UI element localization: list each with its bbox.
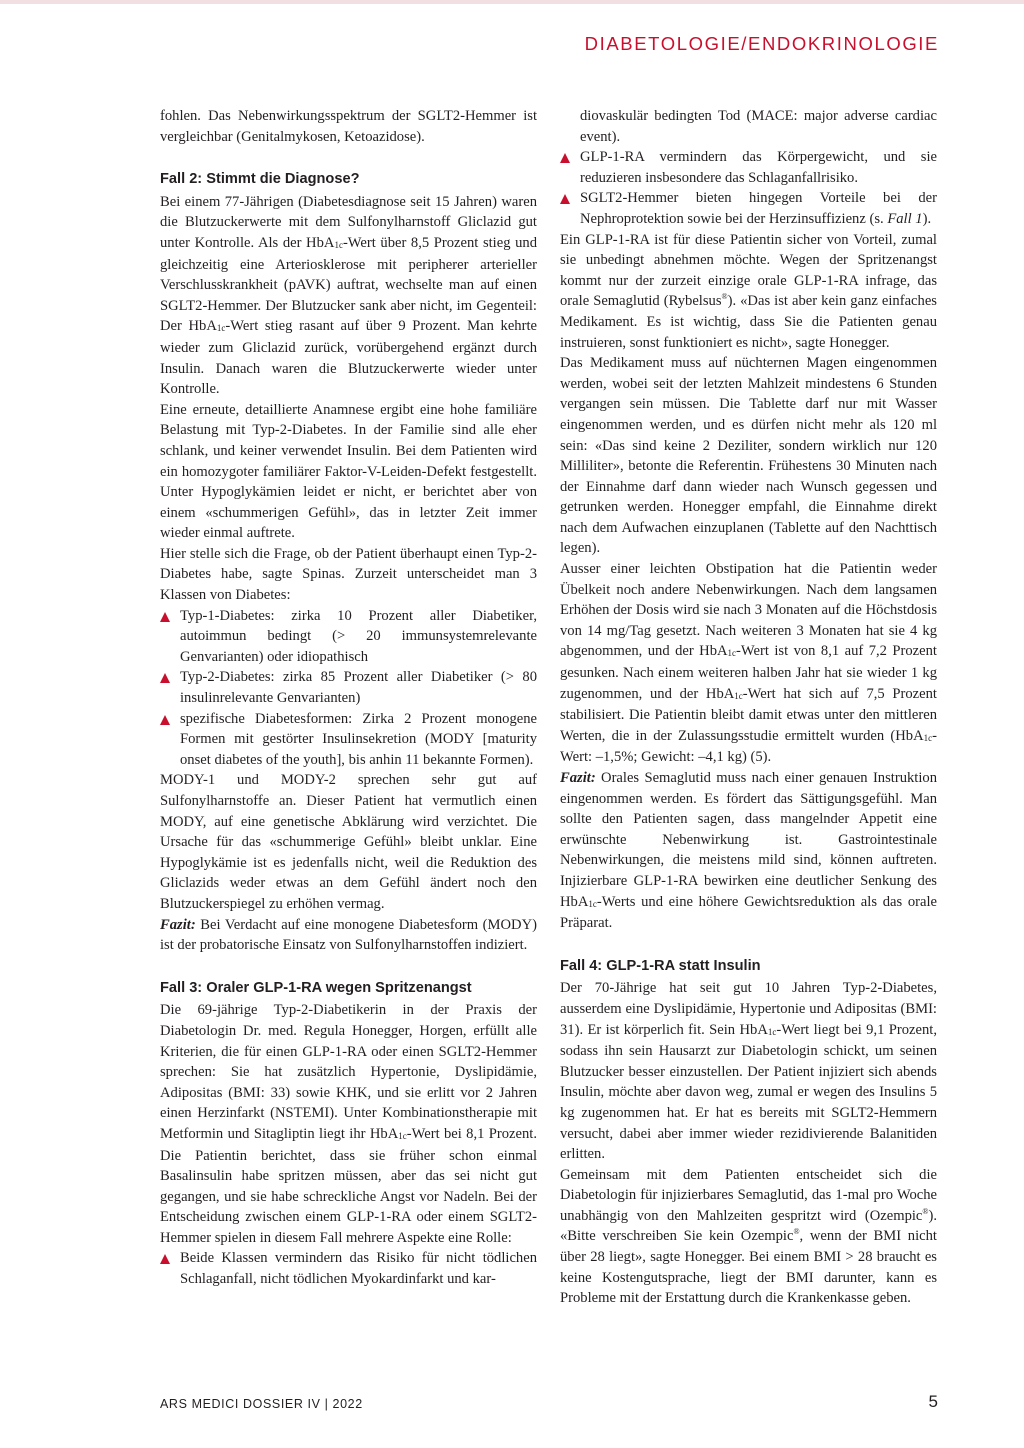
- paragraph: Bei einem 77-Jährigen (Diabetesdiagnose seit 15 Jahren) waren die Blutzuckerwerte mit dem Sulfonylharnstoff Gliclazid gut unter Kontrolle. Als der HbA$_{1c}$-Wert über 8,5 Prozent stieg und gleichzeitig eine Arteriosklerose mit peripherer arterieller Verschlusskrankheit (pAVK) auftrat, wechselte man auf einen SGLT2-Hemmer. Der Blutzucker sank aber nicht, im Gegenteil: Der HbA$_{1c}$-Wert stieg rasant auf über 9 Prozent. Man kehrte wieder zum Gliclazid zurück, vorübergehend ergänzt durch Insulin. Danach waren die Blutzuckerwerte wieder unter Kontrolle.: [160, 193, 537, 398]
- column-left: [160, 106, 537, 1290]
- triangle-bullet-icon: [160, 612, 170, 622]
- triangle-bullet-icon: [560, 194, 570, 204]
- paragraph: Gemeinsam mit dem Patienten entscheidet sich die Diabetologin für injizierbares Semaglutid, das 1-mal pro Woche unabhängig von den Mahlzeiten gespritzt wird (Ozempic®). «Bitte verschreiben Sie kein Ozempic®, wenn der BMI nicht über 28 liegt», sagte Honegger. Bei einem BMI > 28 braucht es keine Kostengutsprache, liegt der BMI darunter, kann es Probleme mit der Erstattung durch die Krankenkasse geben.: [560, 1166, 937, 1307]
- fazit-label: Fazit:: [560, 770, 596, 786]
- paragraph: Hier stelle sich die Frage, ob der Patient überhaupt einen Typ-2-Diabetes habe, sagte Spinas. Zurzeit unterscheidet man 3 Klassen von Diabetes:: [160, 545, 537, 604]
- column-right: [560, 106, 937, 1309]
- aspects-list: [160, 1248, 537, 1289]
- heading-fall-3: Fall 3: Oraler GLP-1-RA wegen Spritzenangst: [160, 979, 472, 996]
- diabetes-classes-list: [160, 606, 537, 771]
- list-item: Typ-2-Diabetes: zirka 85 Prozent aller Diabetiker (> 80 insulinrelevante Genvarianten): [160, 667, 537, 708]
- paragraph: Ein GLP-1-RA ist für diese Patientin sicher von Vorteil, zumal sie unbedingt abnehmen möchte. Wegen der Spritzenangst kommt nur der zurzeit einzige orale GLP-1-RA infrage, das orale Semaglutid (Rybelsus®). «Das ist aber kein ganz einfaches Medikament. Es ist wichtig, dass Sie die Patienten genau instruieren, sonst funktioniert es nicht», sagte Honegger.: [560, 231, 937, 351]
- triangle-bullet-icon: [160, 715, 170, 725]
- aspects-list-continued: [560, 106, 937, 230]
- heading-fall-2: Fall 2: Stimmt die Diagnose?: [160, 171, 360, 188]
- triangle-bullet-icon: [160, 1254, 170, 1264]
- fazit-paragraph: Fazit: Orales Semaglutid muss nach einer genauen Instruktion eingenommen werden. Es fördert das Sättigungsgefühl. Man sollte den Patienten sagen, dass mangelnder Appetit eine erwünschte Nebenwirkung ist. Gastrointestinale Nebenwirkungen, die meistens mild sind, können auftreten. Injizierbare GLP-1-RA bewirken eine deutlicher Senkung des HbA$_{1c}$-Werts und eine höhere Gewichtsreduktion als das orale Präparat.: [560, 770, 937, 932]
- list-item: spezifische Diabetesformen: Zirka 2 Prozent monogene Formen mit gestörter Insulinsekretion (MODY [maturity onset diabetes of the youth], bis anhin 11 bekannte Formen).: [160, 709, 537, 771]
- list-item: Beide Klassen vermindern das Risiko für nicht tödlichen Schlaganfall, nicht tödlichen Myokardinfarkt und kar-: [160, 1248, 537, 1289]
- paragraph: Eine erneute, detaillierte Anamnese ergibt eine hohe familiäre Belastung mit Typ-2-Diabetes. In der Familie sind alle eher schlank, und keiner verwendet Insulin. Bei dem Patienten wird ein homozygoter familiärer Faktor-V-Leiden-Defekt festgestellt. Unter Hypoglykämien leidet er nicht, er berichtet aber von einem «schummerigen Gefühl», das in letzter Zeit immer wieder einmal auftrete.: [160, 401, 537, 542]
- paragraph: Der 70-Jährige hat seit gut 10 Jahren Typ-2-Diabetes, ausserdem eine Dyslipidämie, Hypertonie und Adipositas (BMI: 31). Er ist körperlich fit. Sein HbA$_{1c}$-Wert liegt bei 9,1 Prozent, sodass ihn sein Hausarzt zur Diabetologin schickt, um seinen Blutzucker besser einzustellen. Der Patient injiziert sich abends Insulin, möchte aber davon weg, zumal er wegen des Insulins 5 kg zugenommen hat. Er hat es bereits mit SGLT2-Hemmern versucht, dabei aber immer wieder rezidivierende Balanitiden erlitten.: [560, 980, 937, 1163]
- top-accent-bar: [0, 0, 1024, 4]
- triangle-bullet-icon: [560, 153, 570, 163]
- page-number: 5: [928, 1392, 938, 1411]
- publication-footer: ARS MEDICI DOSSIER IV | 2022: [160, 1397, 363, 1411]
- list-item: Typ-1-Diabetes: zirka 10 Prozent aller Diabetiker, autoimmun bedingt (> 20 immunsystemrelevante Genvarianten) oder idiopathisch: [160, 606, 537, 668]
- list-item: SGLT2-Hemmer bieten hingegen Vorteile bei der Nephroprotektion sowie bei der Herzinsuffizienz (s. Fall 1).: [560, 188, 937, 229]
- section-title: DIABETOLOGIE/ENDOKRINOLOGIE: [584, 33, 939, 54]
- fazit-paragraph: Fazit: Bei Verdacht auf eine monogene Diabetesform (MODY) ist der probatorische Einsatz von Sulfonylharnstoffen indiziert.: [160, 916, 537, 954]
- paragraph: Die 69-jährige Typ-2-Diabetikerin in der Praxis der Diabetologin Dr. med. Regula Honegger, Horgen, erfüllt alle Kriterien, die für einen GLP-1-RA oder einen SGLT2-Hemmer sprechen: Sie hat zusätzlich Hypertonie, Dyslipidämie, Adipositas (BMI: 33) sowie KHK, und sie erlitt vor 2 Jahren einen Herzinfarkt (NSTEMI). Unter Kombinationstherapie mit Metformin und Sitagliptin liegt ihr HbA$_{1c}$-Wert bei 8,1 Prozent. Die Patientin berichtet, dass sie früher schon einmal Basalinsulin habe spritzen müssen, aber das sei nicht gut gegangen, und sie habe schreckliche Angst vor Nadeln. Bei der Entscheidung zwischen einem GLP-1-RA oder einem SGLT2-Hemmer spielen in diesem Fall mehrere Aspekte eine Rolle:: [160, 1002, 537, 1246]
- triangle-bullet-icon: [160, 673, 170, 683]
- paragraph: fohlen. Das Nebenwirkungsspektrum der SGLT2-Hemmer ist vergleichbar (Genitalmykosen, Ketoazidose).: [160, 108, 537, 145]
- paragraph: MODY-1 und MODY-2 sprechen sehr gut auf Sulfonylharnstoffe an. Dieser Patient hat vermutlich einen MODY, auf eine genetische Abklärung wird verzichtet. Die Ursache für das «schummerige Gefühl» bleibt unklar. Eine Hypoglykämie ist es jedenfalls nicht, weil die Reduktion des Gliclazids weder etwas an dem Gefühl ändert noch den Blutzuckerspiegel zu erhöhen vermag.: [160, 772, 537, 912]
- paragraph: Das Medikament muss auf nüchternen Magen eingenommen werden, wobei seit der letzten Mahlzeit mindestens 6 Stunden vergangen sein müssen. Die Tablette darf nur mit Wasser eingenommen werden, und es dürfen nicht mehr als 120 ml sein: «Das sind keine 2 Deziliter, sondern wirklich nur 120 Milliliter», betonte die Referentin. Frühestens 30 Minuten nach der Einnahme darf dann wieder nach Wunsch gegessen und getrunken werden. Honegger empfahl, die Einnahme direkt nach dem Aufwachen einzuplanen (Tablette auf den Nachttisch legen).: [560, 355, 937, 557]
- list-item: GLP-1-RA vermindern das Körpergewicht, und sie reduzieren insbesondere das Schlaganfallrisiko.: [560, 147, 937, 188]
- paragraph: Ausser einer leichten Obstipation hat die Patientin weder Übelkeit noch andere Nebenwirkungen. Nach dem langsamen Erhöhen der Dosis wird sie nach 3 Monaten auf die Höchstdosis von 14 mg/Tag gesetzt. Nach weiteren 3 Monaten hat sie 4 kg abgenommen, und der HbA$_{1c}$-Wert ist von 8,1 auf 7,2 Prozent gesunken. Nach einem weiteren halben Jahr hat sie wieder 1 kg zugenommen, und der HbA$_{1c}$-Wert hat sich auf 7,5 Prozent stabilisiert. Die Patientin bleibt damit etwas unter den mittleren Werten, die in der Zulassungsstudie ermittelt wurden (HbA$_{1c}$-Wert: –1,5%; Gewicht: –4,1 kg) (5).: [560, 561, 937, 766]
- fazit-label: Fazit:: [160, 916, 196, 933]
- list-item-continued: diovaskulär bedingten Tod (MACE: major adverse cardiac event).: [580, 108, 937, 145]
- heading-fall-4: Fall 4: GLP-1-RA statt Insulin: [560, 957, 761, 974]
